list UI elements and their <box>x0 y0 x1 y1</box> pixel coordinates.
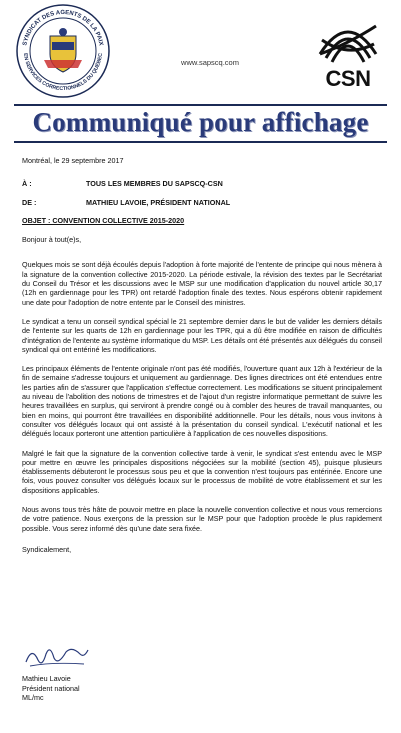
paragraph-3: Les principaux éléments de l'entente originale n'ont pas été modifiés, l'ouverture quant aux 12h à l'extérieur de la fin de semaine s'adresse toujours et uniquement au gardiennage. Des lignes directrices ont été entendues entre les parties afin de s'assurer que l'application s'effectue correctement. Les modifications se situent principalement au niveau de l'abolition des notions de trimestres et de l'ajout d'un registre informatique permettant de suivre les heures travaillées en surplus, qui serviront à prendre congé ou à combler des heures de travail manquantes, ou bien en moins, qui pourront être travaillées en disponibilité additionnelle. Pour les détails, nous vous invitons à consulter vos délégués locaux qui ont assisté à la présentation du conseil syndical. L'exécutif national et les délégués locaux porteront une attention particulière à l'application de ces nouvelles dispositions. <box>22 364 382 439</box>
sender-label: DE : <box>22 197 37 207</box>
recipient-line <box>22 179 382 188</box>
sender-line <box>22 198 382 207</box>
greeting: Bonjour à tout(e)s, <box>22 235 82 245</box>
letterhead <box>0 0 401 100</box>
website-url: www.sapscq.com <box>181 58 239 67</box>
svg-text:EN SERVICES CORRECTIONNELS DU: EN SERVICES CORRECTIONNELS DU QUÉBEC <box>22 52 104 93</box>
paragraph-4: Malgré le fait que la signature de la convention collective tarde à venir, le syndicat s'est entendu avec le MSP pour mettre en œuvre les principales dispositions négociées sur la mobilité (section 45), puisque plusieurs établissements débuteront le processus sous peu et que la convention n'est toujours pas entérinée. Encore une fois, vous pouvez consulter vos délégués locaux sur le processus de mobilité de votre établissement et sur les dispositions applicables. <box>22 448 382 495</box>
subject-line: OBJET : CONVENTION COLLECTIVE 2015-2020 <box>22 215 185 225</box>
sender-value: MATHIEU LAVOIE, PRÉSIDENT NATIONAL <box>86 197 231 207</box>
closing: Syndicalement, <box>22 544 72 554</box>
handwritten-signature <box>22 640 92 670</box>
svg-text:SYNDICAT DES AGENTS DE LA PAIX: SYNDICAT DES AGENTS DE LA PAIX <box>22 9 104 47</box>
csn-globe-icon <box>310 4 386 66</box>
signer-name: Mathieu Lavoie <box>22 674 71 683</box>
title-rule-top <box>14 104 387 106</box>
page-title: Communiqué pour affichage <box>32 107 369 137</box>
signature-block <box>22 674 80 703</box>
letter-body <box>22 156 382 554</box>
signer-initials: ML/mc <box>22 693 44 702</box>
recipient-value: TOUS LES MEMBRES DU SAPSCQ-CSN <box>86 179 223 189</box>
paragraph-5: Nous avons tous très hâte de pouvoir mettre en place la nouvelle convention collective et nous vous remercions de votre patience. Nous exerçons de la pression sur le MSP pour que l'adoption procède le plus rapidement possible. Vous serez informé dès qu'une date sera fixée. <box>22 505 382 533</box>
csn-logo <box>310 4 386 96</box>
csn-logo-text: CSN <box>325 66 371 91</box>
letter-date: Montréal, le 29 septembre 2017 <box>22 156 124 165</box>
title-rule-bottom <box>14 141 387 143</box>
signer-role: Président national <box>22 683 80 693</box>
paragraph-2: Le syndicat a tenu un conseil syndical spécial le 21 septembre dernier dans le but de valider les derniers détails de l'entente sur les quarts de 12h en gardiennage pour les TPR, qui a dû être modifiée en raison de difficultés d'intégration de l'entente au système informatique du MSP. Les détails ont été présentés aux délégués du conseil syndical qui ont entériné les modifications. <box>22 316 382 354</box>
paragraph-1: Quelques mois se sont déjà écoulés depuis l'adoption à forte majorité de l'entente de principe qui nous mènera à la signature de la convention collective 2015-2020. La période estivale, la révision des textes par le Secrétariat du Conseil du Trésor et les discussions avec le MSP sur une modification d'application du nouvel article 30,17 (12h en gardiennage pour les TPR) ont retardé l'adoption finale des textes. Nous espérons obtenir rapidement une date pour l'adoption de notre entente par le Conseil des ministres. <box>22 260 382 307</box>
recipient-label: À : <box>22 179 32 189</box>
union-seal-logo <box>14 2 112 100</box>
